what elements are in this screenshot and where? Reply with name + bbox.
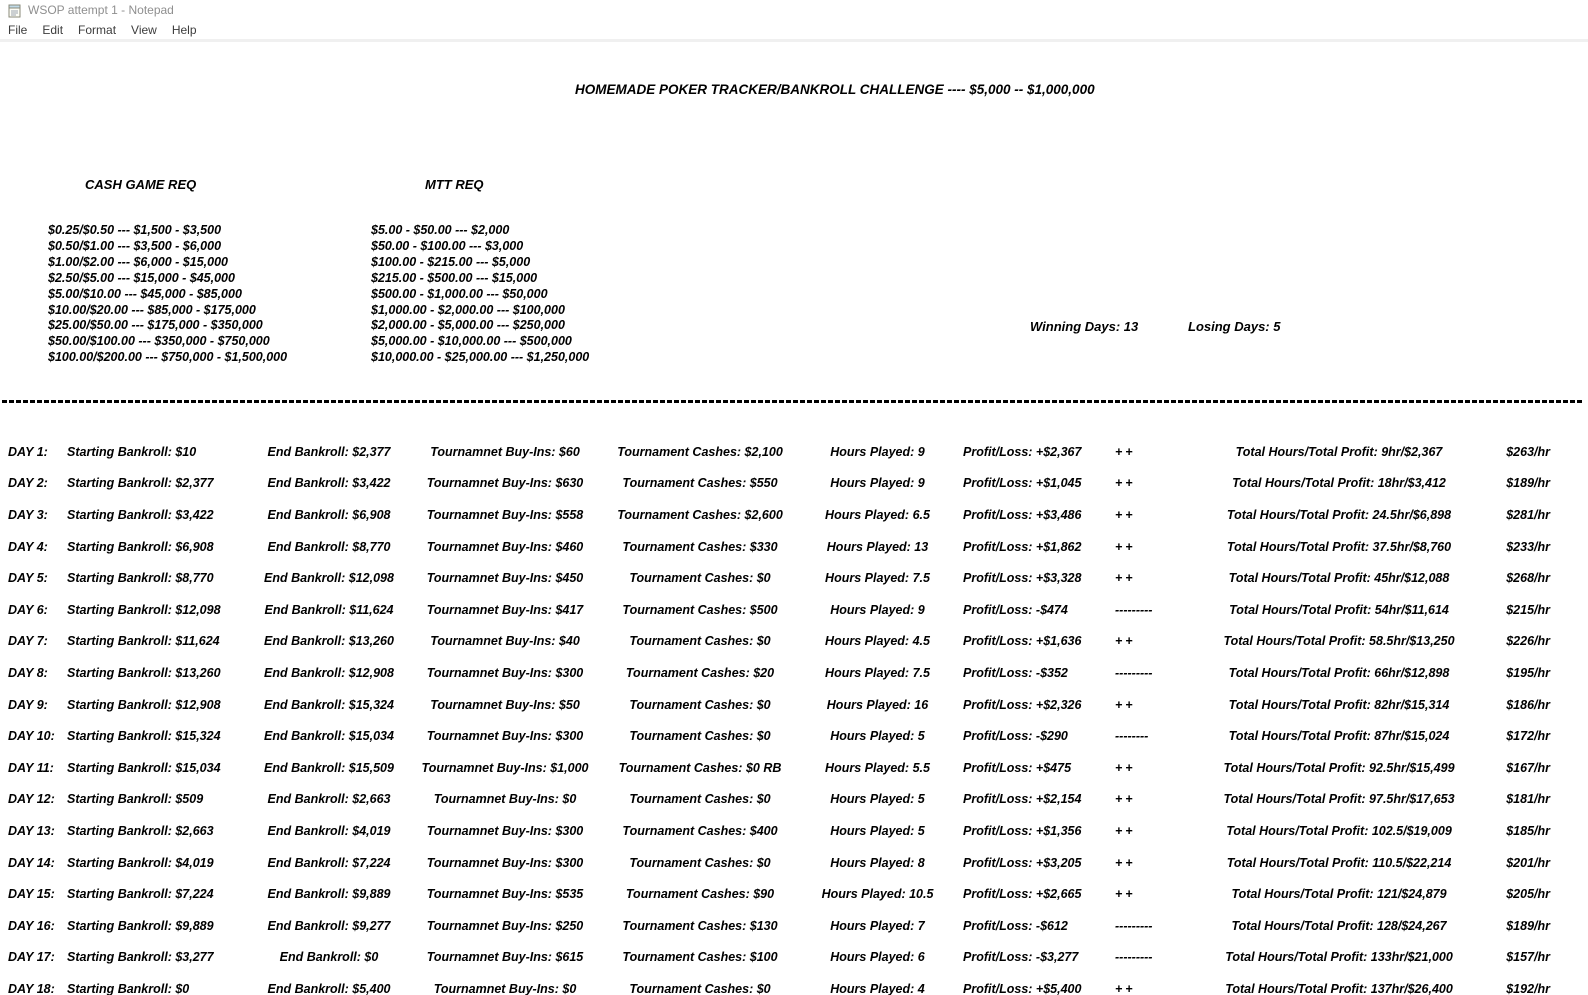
tournament-buyins: Tournamnet Buy-Ins: $300 [426, 823, 584, 838]
result-marker: ++ [1115, 792, 1136, 807]
profit-loss: Profit/Loss: -$612 [963, 918, 1068, 933]
profit-loss: Profit/Loss: +$3,205 [963, 855, 1082, 870]
day-label: DAY 6: [8, 602, 48, 617]
tournament-cashes: Tournament Cashes: $330 [622, 539, 778, 554]
tournament-cashes: Tournament Cashes: $550 [622, 476, 778, 491]
tournament-cashes: Tournament Cashes: $400 [622, 823, 778, 838]
day-label: DAY 2: [8, 476, 48, 491]
result-marker: --------- [1115, 950, 1153, 965]
hours-played: Hours Played: 5 [830, 729, 925, 744]
profit-loss: Profit/Loss: -$290 [963, 729, 1068, 744]
tournament-cashes: Tournament Cashes: $100 [622, 950, 778, 965]
hours-played: Hours Played: 7 [830, 918, 925, 933]
day-label: DAY 11: [8, 760, 54, 775]
tournament-cashes: Tournament Cashes: $0 RB [618, 760, 782, 775]
hourly-rate: $263/hr [1506, 444, 1550, 459]
hours-played: Hours Played: 9 [830, 444, 925, 459]
total-hours-profit: Total Hours/Total Profit: 87hr/$15,024 [1228, 729, 1450, 744]
hours-played: Hours Played: 5 [830, 792, 925, 807]
day-row [0, 973, 1588, 995]
hourly-rate: $268/hr [1506, 571, 1550, 586]
end-bankroll: End Bankroll: $3,422 [267, 476, 391, 491]
cash-req-title: CASH GAME REQ [85, 177, 197, 192]
day-row [0, 436, 1588, 468]
tournament-buyins: Tournamnet Buy-Ins: $1,000 [421, 760, 589, 775]
starting-bankroll: Starting Bankroll: $7,224 [67, 887, 214, 902]
result-marker: ++ [1115, 887, 1136, 902]
total-hours-profit: Total Hours/Total Profit: 24.5hr/$6,898 [1226, 507, 1452, 522]
text-area[interactable] [0, 42, 1588, 995]
result-marker: ++ [1115, 444, 1136, 459]
hourly-rate: $172/hr [1506, 729, 1550, 744]
hourly-rate: $233/hr [1506, 539, 1550, 554]
hourly-rate: $189/hr [1506, 918, 1550, 933]
tournament-cashes: Tournament Cashes: $0 [629, 729, 771, 744]
hours-played: Hours Played: 4 [830, 981, 925, 995]
hours-played: Hours Played: 8 [830, 855, 925, 870]
notepad-icon [7, 3, 22, 18]
hourly-rate: $167/hr [1506, 760, 1550, 775]
day-label: DAY 18: [8, 981, 55, 995]
day-row [0, 689, 1588, 721]
profit-loss: Profit/Loss: +$1,045 [963, 476, 1082, 491]
winning-days: Winning Days: 13 [1030, 319, 1139, 334]
starting-bankroll: Starting Bankroll: $509 [67, 792, 204, 807]
mtt-req-line: $1,000.00 - $2,000.00 --- $100,000 [371, 302, 565, 317]
hourly-rate: $181/hr [1506, 792, 1550, 807]
end-bankroll: End Bankroll: $11,624 [264, 602, 394, 617]
end-bankroll: End Bankroll: $4,019 [267, 823, 391, 838]
window-title: WSOP attempt 1 - Notepad [28, 3, 174, 17]
total-hours-profit: Total Hours/Total Profit: 97.5hr/$17,653 [1223, 792, 1455, 807]
starting-bankroll: Starting Bankroll: $8,770 [67, 571, 214, 586]
hourly-rate: $281/hr [1506, 507, 1550, 522]
menu-help[interactable]: Help [171, 22, 197, 37]
end-bankroll: End Bankroll: $13,260 [264, 634, 394, 649]
result-marker: ++ [1115, 760, 1136, 775]
total-hours-profit: Total Hours/Total Profit: 82hr/$15,314 [1228, 697, 1450, 712]
cash-req-line: $50.00/$100.00 --- $350,000 - $750,000 [48, 334, 270, 349]
cash-req-line: $0.50/$1.00 --- $3,500 - $6,000 [48, 238, 222, 253]
cash-req-line: $25.00/$50.00 --- $175,000 - $350,000 [48, 318, 263, 333]
profit-loss: Profit/Loss: +$5,400 [963, 981, 1082, 995]
end-bankroll: End Bankroll: $2,663 [267, 792, 391, 807]
day-label: DAY 10: [8, 729, 55, 744]
profit-loss: Profit/Loss: +$2,367 [963, 444, 1082, 459]
hourly-rate: $189/hr [1506, 476, 1550, 491]
profit-loss: Profit/Loss: +$1,356 [963, 823, 1082, 838]
hours-played: Hours Played: 5 [830, 823, 925, 838]
total-hours-profit: Total Hours/Total Profit: 66hr/$12,898 [1228, 665, 1450, 680]
profit-loss: Profit/Loss: -$3,277 [963, 950, 1079, 965]
hours-played: Hours Played: 6.5 [825, 507, 930, 522]
tournament-buyins: Tournamnet Buy-Ins: $0 [433, 981, 577, 995]
tournament-cashes: Tournament Cashes: $130 [622, 918, 778, 933]
dashed-separator [2, 400, 1582, 403]
hours-played: Hours Played: 10.5 [821, 887, 934, 902]
hourly-rate: $195/hr [1506, 665, 1550, 680]
starting-bankroll: Starting Bankroll: $13,260 [67, 665, 221, 680]
total-hours-profit: Total Hours/Total Profit: 110.5/$22,214 [1226, 855, 1452, 870]
mtt-req-list [371, 223, 589, 366]
day-label: DAY 12: [8, 792, 55, 807]
total-hours-profit: Total Hours/Total Profit: 45hr/$12,088 [1228, 571, 1450, 586]
mtt-req-line: $50.00 - $100.00 --- $3,000 [371, 238, 524, 253]
end-bankroll: End Bankroll: $15,034 [264, 729, 394, 744]
profit-loss: Profit/Loss: +$1,862 [963, 539, 1082, 554]
profit-loss: Profit/Loss: +$2,326 [963, 697, 1082, 712]
end-bankroll: End Bankroll: $8,770 [267, 539, 391, 554]
result-marker: ++ [1115, 697, 1136, 712]
total-hours-profit: Total Hours/Total Profit: 121/$24,879 [1231, 887, 1447, 902]
mtt-req-line: $500.00 - $1,000.00 --- $50,000 [371, 286, 548, 301]
hours-played: Hours Played: 4.5 [825, 634, 930, 649]
menu-view[interactable]: View [131, 22, 157, 37]
profit-loss: Profit/Loss: -$474 [963, 602, 1068, 617]
tournament-cashes: Tournament Cashes: $0 [629, 697, 771, 712]
profit-loss: Profit/Loss: +$3,328 [963, 571, 1082, 586]
result-marker: ++ [1115, 539, 1136, 554]
tournament-cashes: Tournament Cashes: $500 [622, 602, 778, 617]
tournament-buyins: Tournamnet Buy-Ins: $60 [430, 444, 580, 459]
hourly-rate: $186/hr [1506, 697, 1550, 712]
cash-req-line: $0.25/$0.50 --- $1,500 - $3,500 [48, 223, 222, 237]
menu-format[interactable]: Format [78, 22, 117, 37]
tournament-buyins: Tournamnet Buy-Ins: $300 [426, 855, 584, 870]
day-row [0, 720, 1588, 752]
day-row [0, 657, 1588, 689]
end-bankroll: End Bankroll: $0 [279, 950, 379, 965]
tournament-cashes: Tournament Cashes: $0 [629, 634, 771, 649]
result-marker: ++ [1115, 981, 1136, 995]
tournament-buyins: Tournamnet Buy-Ins: $300 [426, 665, 584, 680]
starting-bankroll: Starting Bankroll: $12,098 [67, 602, 221, 617]
total-hours-profit: Total Hours/Total Profit: 133hr/$21,000 [1225, 950, 1453, 965]
tournament-buyins: Tournamnet Buy-Ins: $630 [426, 476, 584, 491]
hours-played: Hours Played: 6 [830, 950, 925, 965]
starting-bankroll: Starting Bankroll: $2,663 [67, 823, 214, 838]
tournament-buyins: Tournamnet Buy-Ins: $40 [430, 634, 580, 649]
day-row [0, 784, 1588, 816]
starting-bankroll: Starting Bankroll: $15,324 [67, 729, 221, 744]
menu-edit[interactable]: Edit [42, 22, 64, 37]
day-label: DAY 4: [8, 539, 48, 554]
day-row [0, 531, 1588, 563]
tournament-buyins: Tournamnet Buy-Ins: $50 [430, 697, 580, 712]
day-row [0, 468, 1588, 500]
total-hours-profit: Total Hours/Total Profit: 18hr/$3,412 [1232, 476, 1446, 491]
cash-req-list [48, 223, 287, 366]
mtt-req-title: MTT REQ [425, 177, 484, 192]
end-bankroll: End Bankroll: $2,377 [267, 444, 391, 459]
day-label: DAY 16: [8, 918, 55, 933]
hours-played: Hours Played: 13 [826, 539, 929, 554]
end-bankroll: End Bankroll: $9,889 [267, 887, 391, 902]
day-row [0, 594, 1588, 626]
starting-bankroll: Starting Bankroll: $9,889 [67, 918, 214, 933]
starting-bankroll: Starting Bankroll: $2,377 [67, 476, 214, 491]
tournament-buyins: Tournamnet Buy-Ins: $300 [426, 729, 584, 744]
day-label: DAY 1: [8, 444, 48, 459]
day-row [0, 499, 1588, 531]
total-hours-profit: Total Hours/Total Profit: 102.5/$19,009 [1226, 823, 1452, 838]
hours-played: Hours Played: 9 [830, 476, 925, 491]
menu-file[interactable]: File [8, 22, 28, 37]
end-bankroll: End Bankroll: $12,908 [264, 665, 394, 680]
result-marker: ++ [1115, 476, 1136, 491]
result-marker: --------- [1115, 665, 1153, 680]
result-marker: ++ [1115, 634, 1136, 649]
profit-loss: Profit/Loss: +$475 [963, 760, 1072, 775]
tournament-buyins: Tournamnet Buy-Ins: $460 [426, 539, 584, 554]
tournament-buyins: Tournamnet Buy-Ins: $450 [426, 571, 584, 586]
starting-bankroll: Starting Bankroll: $6,908 [67, 539, 214, 554]
end-bankroll: End Bankroll: $5,400 [267, 981, 391, 995]
total-hours-profit: Total Hours/Total Profit: 128/$24,267 [1231, 918, 1447, 933]
menu-bar [0, 20, 1588, 39]
day-label: DAY 5: [8, 571, 48, 586]
tournament-buyins: Tournamnet Buy-Ins: $558 [426, 507, 584, 522]
hours-played: Hours Played: 5.5 [825, 760, 930, 775]
losing-days: Losing Days: 5 [1188, 319, 1281, 334]
day-label: DAY 9: [8, 697, 48, 712]
starting-bankroll: Starting Bankroll: $11,624 [67, 634, 220, 649]
starting-bankroll: Starting Bankroll: $3,277 [67, 950, 214, 965]
total-hours-profit: Total Hours/Total Profit: 9hr/$2,367 [1235, 444, 1443, 459]
day-row [0, 752, 1588, 784]
mtt-req-line: $2,000.00 - $5,000.00 --- $250,000 [371, 318, 565, 333]
result-marker: --------- [1115, 602, 1153, 617]
hourly-rate: $205/hr [1506, 887, 1550, 902]
tournament-cashes: Tournament Cashes: $2,100 [617, 444, 783, 459]
cash-req-line: $100.00/$200.00 --- $750,000 - $1,500,000 [48, 350, 288, 365]
end-bankroll: End Bankroll: $15,509 [264, 760, 394, 775]
hours-played: Hours Played: 7.5 [825, 665, 930, 680]
day-label: DAY 15: [8, 887, 55, 902]
result-marker: ++ [1115, 823, 1136, 838]
day-row [0, 626, 1588, 658]
hourly-rate: $157/hr [1506, 950, 1550, 965]
hourly-rate: $192/hr [1506, 981, 1550, 995]
profit-loss: Profit/Loss: -$352 [963, 665, 1068, 680]
day-row [0, 815, 1588, 847]
starting-bankroll: Starting Bankroll: $10 [67, 444, 197, 459]
day-label: DAY 3: [8, 507, 48, 522]
profit-loss: Profit/Loss: +$2,665 [963, 887, 1082, 902]
doc-title: HOMEMADE POKER TRACKER/BANKROLL CHALLENGE ---- $5,000 -- $1,000,000 [575, 82, 1095, 97]
day-label: DAY 13: [8, 823, 55, 838]
tournament-cashes: Tournament Cashes: $0 [629, 571, 771, 586]
starting-bankroll: Starting Bankroll: $15,034 [67, 760, 221, 775]
day-label: DAY 14: [8, 855, 55, 870]
starting-bankroll: Starting Bankroll: $3,422 [67, 507, 214, 522]
tournament-buyins: Tournamnet Buy-Ins: $615 [426, 950, 584, 965]
cash-req-line: $10.00/$20.00 --- $85,000 - $175,000 [48, 302, 256, 317]
tournament-cashes: Tournament Cashes: $2,600 [617, 507, 783, 522]
end-bankroll: End Bankroll: $12,098 [264, 571, 394, 586]
total-hours-profit: Total Hours/Total Profit: 92.5hr/$15,499 [1223, 760, 1455, 775]
profit-loss: Profit/Loss: +$3,486 [963, 507, 1082, 522]
result-marker: ++ [1115, 855, 1136, 870]
cash-req-line: $2.50/$5.00 --- $15,000 - $45,000 [48, 270, 235, 285]
result-marker: ++ [1115, 507, 1136, 522]
end-bankroll: End Bankroll: $6,908 [267, 507, 391, 522]
day-row [0, 942, 1588, 974]
tournament-cashes: Tournament Cashes: $20 [625, 665, 775, 680]
tournament-cashes: Tournament Cashes: $0 [629, 855, 771, 870]
mtt-req-line: $100.00 - $215.00 --- $5,000 [371, 254, 531, 269]
mtt-req-line: $10,000.00 - $25,000.00 --- $1,250,000 [371, 350, 590, 365]
day-row [0, 562, 1588, 594]
total-hours-profit: Total Hours/Total Profit: 37.5hr/$8,760 [1226, 539, 1452, 554]
tournament-buyins: Tournamnet Buy-Ins: $535 [426, 887, 584, 902]
hours-played: Hours Played: 7.5 [825, 571, 930, 586]
day-label: DAY 7: [8, 634, 48, 649]
total-hours-profit: Total Hours/Total Profit: 54hr/$11,614 [1229, 602, 1449, 617]
day-row [0, 910, 1588, 942]
result-marker: --------- [1115, 918, 1153, 933]
days-table [0, 436, 1588, 995]
profit-loss: Profit/Loss: +$2,154 [963, 792, 1082, 807]
end-bankroll: End Bankroll: $7,224 [267, 855, 391, 870]
mtt-req-line: $5,000.00 - $10,000.00 --- $500,000 [371, 334, 572, 349]
hourly-rate: $185/hr [1506, 823, 1550, 838]
tournament-buyins: Tournamnet Buy-Ins: $250 [426, 918, 584, 933]
hours-played: Hours Played: 16 [826, 697, 929, 712]
day-row [0, 878, 1588, 910]
result-marker: -------- [1115, 729, 1149, 744]
title-bar [0, 0, 1588, 20]
mtt-req-line: $215.00 - $500.00 --- $15,000 [371, 270, 538, 285]
day-label: DAY 8: [8, 665, 48, 680]
total-hours-profit: Total Hours/Total Profit: 58.5hr/$13,250 [1223, 634, 1455, 649]
tournament-cashes: Tournament Cashes: $90 [625, 887, 775, 902]
end-bankroll: End Bankroll: $9,277 [267, 918, 391, 933]
tournament-buyins: Tournamnet Buy-Ins: $0 [433, 792, 577, 807]
profit-loss: Profit/Loss: +$1,636 [963, 634, 1082, 649]
hourly-rate: $201/hr [1506, 855, 1550, 870]
starting-bankroll: Starting Bankroll: $4,019 [67, 855, 214, 870]
hourly-rate: $215/hr [1506, 602, 1550, 617]
day-label: DAY 17: [8, 950, 55, 965]
result-marker: ++ [1115, 571, 1136, 586]
tournament-cashes: Tournament Cashes: $0 [629, 981, 771, 995]
hours-played: Hours Played: 9 [830, 602, 925, 617]
tournament-buyins: Tournamnet Buy-Ins: $417 [426, 602, 584, 617]
starting-bankroll: Starting Bankroll: $0 [67, 981, 190, 995]
total-hours-profit: Total Hours/Total Profit: 137hr/$26,400 [1225, 981, 1453, 995]
end-bankroll: End Bankroll: $15,324 [264, 697, 394, 712]
tournament-cashes: Tournament Cashes: $0 [629, 792, 771, 807]
hourly-rate: $226/hr [1506, 634, 1550, 649]
day-row [0, 847, 1588, 879]
cash-req-line: $1.00/$2.00 --- $6,000 - $15,000 [48, 254, 228, 269]
mtt-req-line: $5.00 - $50.00 --- $2,000 [371, 223, 510, 237]
cash-req-line: $5.00/$10.00 --- $45,000 - $85,000 [48, 286, 242, 301]
starting-bankroll: Starting Bankroll: $12,908 [67, 697, 221, 712]
